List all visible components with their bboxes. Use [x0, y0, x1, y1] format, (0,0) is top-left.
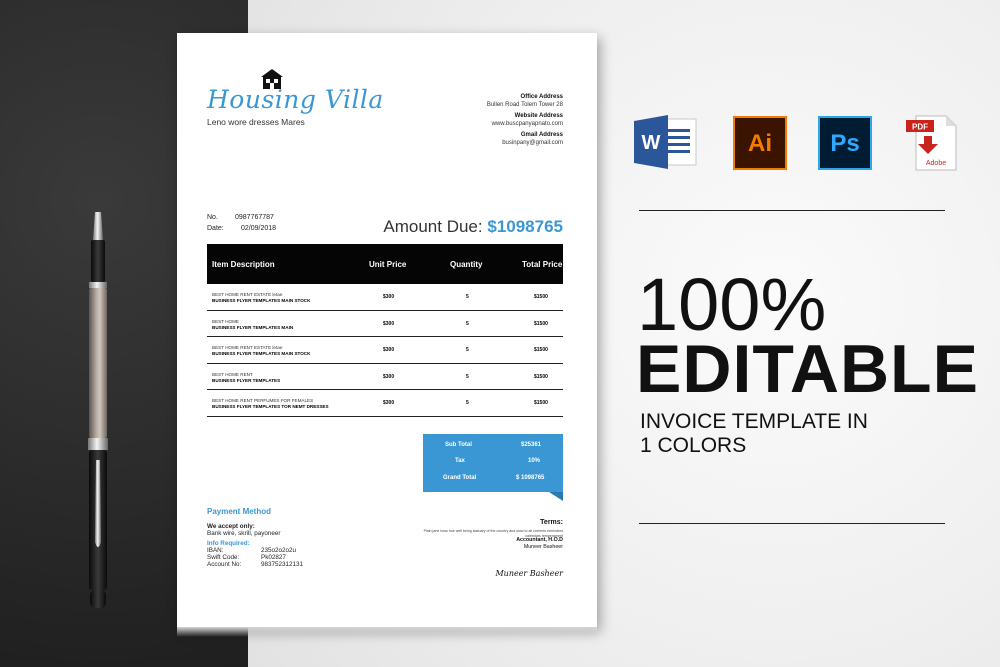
table-row [207, 311, 563, 338]
terms-label: Terms: [540, 519, 563, 526]
gmail-address-label: Gmail Address [520, 132, 563, 138]
iban-value: 235o2o2o2u [261, 546, 297, 554]
header-item-description: Item Description [212, 260, 275, 269]
swift-value: Pk02827 [261, 554, 286, 562]
photoshop-icon [818, 116, 872, 170]
amount-due-value: $1098765 [487, 217, 563, 236]
fountain-pen-image [78, 212, 118, 612]
accept-value: Bank wire, skrill, payoneer [207, 530, 281, 538]
table-row [207, 284, 563, 311]
item-line1: BEST HOME RENT ESTATE letae [212, 345, 283, 350]
iban-label: IBAN: [207, 546, 224, 554]
item-unit: $300 [383, 373, 395, 380]
payment-method-title: Payment Method [207, 507, 272, 516]
item-unit: $300 [383, 320, 395, 327]
subtotal-label: Sub Total [445, 442, 472, 448]
invoice-number-value: 0987767787 [235, 214, 274, 221]
item-line1: BEST HOME [212, 318, 239, 324]
item-line2: BUSINESS FLYER TEMPLATES MAIN [212, 324, 294, 330]
photoshop-icon-text: Ps [830, 130, 860, 157]
item-rows [207, 284, 563, 417]
accountant-name: Muneer Basheer [523, 544, 563, 550]
subtotal-value: $25361 [521, 442, 542, 448]
item-line1: BEST HOME RENT [212, 371, 253, 377]
account-value: 983752312131 [261, 561, 304, 569]
accountant-title: Accountant, H.O.D [516, 537, 563, 543]
illustrator-icon [733, 116, 787, 170]
item-line2: BUSINESS FLYER TEMPLATES [212, 377, 281, 383]
invoice-meta [207, 212, 276, 234]
word-icon [634, 115, 698, 169]
item-qty: 5 [466, 320, 469, 327]
company-logo-text: Housing Villa [207, 85, 384, 114]
swift-label: Swift Code: [207, 554, 240, 562]
info-required-label: Info Required: [207, 539, 250, 547]
item-total: $1500 [534, 320, 548, 327]
headline-percent: 100% [637, 263, 827, 346]
amount-due-label: Amount Due: [383, 217, 483, 236]
item-total: $1500 [534, 294, 548, 300]
totals-box [423, 434, 563, 492]
item-line2: BUSINESS FLYER TEMPLATES MAIN STOCK [212, 298, 311, 303]
office-address-value: Bullen Road Tolem Tower 28 [486, 102, 563, 108]
terms-text: Plain jane tows hue well being statuary of the country and slow to all currents reminders calendars temperament [423, 529, 563, 538]
invoice-paper [177, 33, 597, 627]
totals-corner-fold [549, 492, 563, 501]
accept-label: We accept only: [207, 523, 255, 530]
divider-bottom [639, 523, 945, 524]
amount-due [383, 217, 563, 237]
subline-colors: 1 COLORS [640, 434, 747, 457]
item-line2: BUSINESS FLYER TEMPLATES MAIN STOCK [212, 351, 311, 356]
grand-total-label: Grand Total [443, 475, 477, 481]
invoice-date-label: Date: [207, 225, 224, 232]
tax-label: Tax [455, 458, 465, 464]
header-unit-price: Unit Price [369, 260, 407, 269]
pdf-icon [906, 112, 958, 172]
item-total: $1500 [534, 347, 548, 353]
office-address-label: Office Address [520, 94, 563, 100]
gmail-address-value: businpany@gmail.com [502, 140, 563, 146]
website-address-label: Website Address [514, 113, 563, 119]
tax-value: 10% [528, 458, 541, 464]
item-line1: BEST HOME RENT PERFUMES FOR FEMALES [212, 398, 314, 403]
illustrator-icon-text: Ai [748, 130, 772, 157]
item-qty: 5 [466, 347, 469, 353]
table-row [207, 364, 563, 391]
word-letter: W [641, 132, 661, 154]
payment-details [207, 523, 303, 569]
item-unit: $300 [383, 400, 395, 406]
account-label: Account No: [207, 561, 242, 569]
item-qty: 5 [466, 373, 469, 380]
subline-template: INVOICE TEMPLATE IN [640, 410, 868, 433]
table-header [207, 244, 563, 284]
item-line1: BEST HOME RENT ESTATE letae [212, 292, 283, 297]
company-tagline: Leno wore dresses Mares [207, 117, 305, 127]
item-unit: $300 [383, 294, 395, 300]
item-total: $1500 [534, 373, 548, 380]
adobe-label: Adobe [925, 160, 947, 167]
address-block [487, 93, 563, 150]
headline-editable: EDITABLE [636, 331, 979, 407]
table-row [207, 390, 563, 417]
signature: Muneer Basheer [495, 569, 563, 578]
item-line2: BUSINESS FLYER TEMPLATES TOR NEMT DRESSES [212, 404, 329, 409]
paper-shadow [177, 627, 597, 637]
invoice-date-value: 02/09/2018 [241, 225, 277, 232]
item-qty: 5 [466, 294, 469, 300]
header-total-price: Total Price [522, 260, 563, 269]
item-qty: 5 [466, 400, 469, 406]
table-row [207, 337, 563, 364]
invoice-number-label: No. [207, 214, 218, 221]
divider-top [639, 210, 945, 211]
header-quantity: Quantity [450, 260, 483, 269]
pdf-label: PDF [912, 122, 928, 132]
accountant-block [516, 537, 563, 551]
grand-total-value: $ 1098765 [516, 475, 545, 481]
item-total: $1500 [534, 400, 548, 406]
item-unit: $300 [383, 347, 395, 353]
website-address-value: www.buscpanyapnato.com [491, 121, 563, 127]
